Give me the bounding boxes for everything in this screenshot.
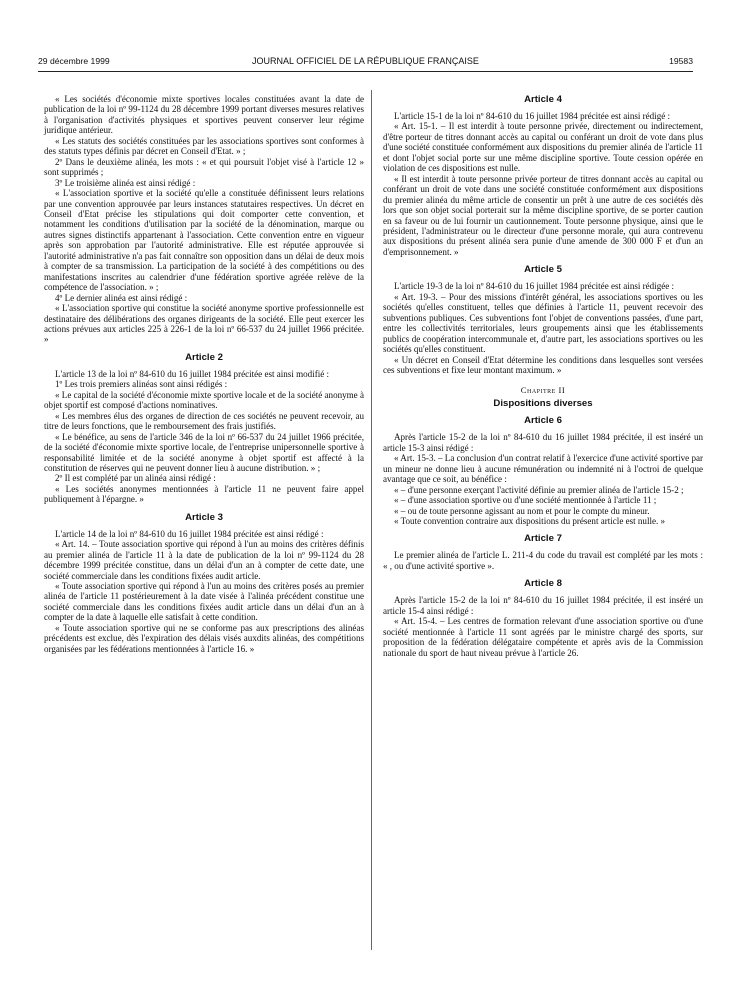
- list-item: « – d'une personne exerçant l'activité définie au premier alinéa de l'article 15-2 ;: [394, 484, 684, 495]
- paragraph: « Art. 15-1. – Il est interdit à toute personne privée, directement ou indirectement, d'être porteur de titres donnant accès au capital ou conférant un droit de vote dans plus d'une société constituée conformément aux dispositions du premier alinéa de l'article 11 et dont l'objet social porte sur une même discipline sportive. Toute cession opérée en violation de ces dispositions est nulle.: [383, 121, 703, 174]
- paragraph: 2º Il est complété par un alinéa ainsi rédigé :: [55, 473, 216, 484]
- paragraph: « Le bénéfice, au sens de l'article 346 de la loi nº 66-537 du 24 juillet 1966 précitée, de la société d'économie mixte sportive locale, de l'entreprise unipersonnelle sportive à responsabilité limitée et de la société anonyme à objet sportif est affecté à la constitution de réserves qui ne peuvent donner lieu à aucune distribution. » ;: [44, 431, 364, 473]
- article-3-title: Article 3: [185, 511, 223, 523]
- list-item: « – d'une association sportive ou d'une société mentionnée à l'article 11 ;: [394, 495, 657, 506]
- article-6-title: Article 6: [524, 415, 562, 427]
- paragraph: 4º Le dernier alinéa est ainsi rédigé :: [55, 292, 188, 303]
- paragraph: « Les statuts des sociétés constituées par les associations sportives sont conformes à des statuts types définis par décret en Conseil d'Etat. » ;: [44, 135, 364, 157]
- paragraph: Le premier alinéa de l'article L. 211-4 du code du travail est complété par les mots : « , ou d'une activité sportive ».: [383, 550, 703, 571]
- paragraph: « Toute association sportive qui répond à l'un au moins des critères posés au premier alinéa de l'article 11 postérieurement à la date visée à l'alinéa précédent constitue une société commerciale dans les conditions fixées audit article dans un délai d'un an à compter de la date à laquelle elle satisfait à cette condition.: [44, 581, 364, 623]
- paragraph: Après l'article 15-2 de la loi nº 84-610 du 16 juillet 1984 précitée, il est inséré un article 15-3 ainsi rédigé :: [383, 432, 703, 453]
- left-column: [44, 94, 364, 654]
- paragraph: « L'association sportive qui constitue la société anonyme sportive professionnelle est destinataire des délibérations des organes dirigeants de la société. Elle peut exercer les actions prévues aux articles 225 à 226-1 de la loi nº 66-537 du 24 juillet 1966 précitée. »: [44, 303, 364, 345]
- paragraph: L'article 14 de la loi nº 84-610 du 16 juillet 1984 précitée est ainsi rédigé :: [55, 528, 324, 539]
- paragraph: « Il est interdit à toute personne privée porteur de titres donnant accès au capital ou conférant un droit de vote dans une société constituée conformément aux dispositions du premier alinéa du même article de consentir un prêt à une autre de ces sociétés dès lors que son objet social porterait sur la même discipline sportive, de se porter caution en sa faveur ou de lui fournir un cautionnement. Toute personne physique, ainsi que le président, l'administrateur ou le directeur d'une personne morale, qui aura contrevenu aux dispositions du présent alinéa sera punie d'une amende de 300 000 F et d'un an d'emprisonnement. »: [383, 173, 703, 257]
- header-rule: [38, 71, 693, 72]
- header-date: 29 décembre 1999: [38, 56, 110, 66]
- article-4-title: Article 4: [524, 94, 562, 105]
- paragraph: « Toute convention contraire aux dispositions du présent article est nulle. »: [394, 515, 666, 526]
- paragraph: « Art. 15-4. – Les centres de formation relevant d'une association sportive ou d'une société mentionnée à l'article 11 sont agréés par le ministre chargé des sports, sur proposition de la fédération délégataire compétente et après avis de la Commission nationale du sport de haut niveau prévue à l'article 26.: [383, 616, 703, 658]
- paragraph: Après l'article 15-2 de la loi nº 84-610 du 16 juillet 1984 précitée, il est inséré un article 15-4 ainsi rédigé :: [383, 595, 703, 616]
- chapter-heading: Chapitre II: [520, 385, 566, 396]
- column-divider: [371, 90, 372, 950]
- paragraph: « Les sociétés anonymes mentionnées à l'article 11 ne peuvent faire appel publiquement à l'épargne. »: [44, 483, 364, 505]
- article-2-title: Article 2: [185, 351, 223, 363]
- paragraph: 2º Dans le deuxième alinéa, les mots : « et qui poursuit l'objet visé à l'article 12 » sont supprimés ;: [44, 156, 364, 178]
- paragraph: « Toute association sportive qui ne se conforme pas aux prescriptions des alinéas précédents est exclue, dès l'expiration des délais visés auxdits alinéas, des compétitions organisées par les fédérations mentionnées à l'article 16. »: [44, 622, 364, 654]
- paragraph: « Le capital de la société d'économie mixte sportive locale et de la société anonyme à objet sportif est composé d'actions nominatives.: [44, 389, 364, 411]
- paragraph: « Les membres élus des organes de direction de ces sociétés ne peuvent recevoir, au titre de leurs fonctions, que le remboursement des frais justifiés.: [44, 410, 364, 432]
- article-8-title: Article 8: [524, 578, 562, 590]
- article-7-title: Article 7: [524, 533, 562, 545]
- paragraph: « Art. 14. – Toute association sportive qui répond à l'un au moins des critères définis au premier alinéa de l'article 11 à la date de publication de la loi nº 99-1124 du 28 décembre 1999 précitée constitue, dans un délai d'un an à compter de cette date, une société commerciale dans les conditions fixées audit article.: [44, 539, 364, 581]
- paragraph: « Art. 15-3. – La conclusion d'un contrat relatif à l'exercice d'une activité sportive par un mineur ne donne lieu à aucune rémunération ou indemnité ni à l'octroi de quelque avantage que ce soit, au bénéfice :: [383, 453, 703, 485]
- list-item: « – ou de toute personne agissant au nom et pour le compte du mineur.: [394, 505, 650, 516]
- paragraph: 3º Le troisième alinéa est ainsi rédigé :: [55, 177, 196, 188]
- paragraph: « Les sociétés d'économie mixte sportives locales constituées avant la date de publication de la loi nº 99-1124 du 28 décembre 1999 portant diverses mesures relatives à l'organisation d'activités physiques et sportives peuvent conserver leur régime juridique antérieur.: [44, 94, 364, 136]
- article-6-list: [383, 485, 703, 516]
- article-5-title: Article 5: [524, 264, 562, 276]
- page-header: [38, 56, 693, 70]
- paragraph: « Un décret en Conseil d'Etat détermine les conditions dans lesquelles sont versées ces subventions et fixe leur montant maximum. »: [383, 354, 703, 375]
- section-heading: Dispositions diverses: [493, 397, 593, 409]
- header-journal-title: JOURNAL OFFICIEL DE LA RÉPUBLIQUE FRANÇAISE: [252, 56, 479, 66]
- paragraph: 1º Les trois premiers alinéas sont ainsi rédigés :: [55, 379, 228, 390]
- paragraph: « L'association sportive et la société qu'elle a constituée définissent leurs relations par une convention approuvée par leurs instances statutaires respectives. Un décret en Conseil d'Etat précise les stipulations qui doit comporter cette convention, et notamment les conditions d'utilisation par la société de la dénomination, marque ou autres signes distinctifs appartenant à l'association. Cette convention entre en vigueur après son approbation par l'autorité administrative. Elle est réputée approuvée si l'autorité administrative n'a pas fait connaître son opposition dans un délai de deux mois à compter de sa transmission. La participation de la société à des compétitions ou des manifestations inscrites au calendrier d'une fédération sportive agréée relève de la compétence de l'association. » ;: [44, 188, 364, 293]
- header-page-number: 19583: [669, 56, 693, 66]
- paragraph: « Art. 19-3. – Pour des missions d'intérêt général, les associations sportives ou les sociétés qu'elles constituent, telles que définies à l'article 11, peuvent recevoir des subventions publiques. Ces subventions font l'objet de conventions passées, d'une part, entre les collectivités territoriales, leurs groupements ainsi que les établissements publics de coopération intercommunale et, d'autre part, les associations sportives ou les sociétés qu'elles constituent.: [383, 291, 703, 355]
- paragraph: L'article 15-1 de la loi nº 84-610 du 16 juillet 1984 précitée est ainsi rédigé :: [394, 111, 671, 121]
- paragraph: L'article 19-3 de la loi nº 84-610 du 16 juillet 1984 précitée est ainsi rédigée :: [394, 281, 675, 292]
- paragraph: L'article 13 de la loi nº 84-610 du 16 juillet 1984 précitée est ainsi modifié :: [55, 368, 330, 379]
- right-column: [383, 94, 703, 658]
